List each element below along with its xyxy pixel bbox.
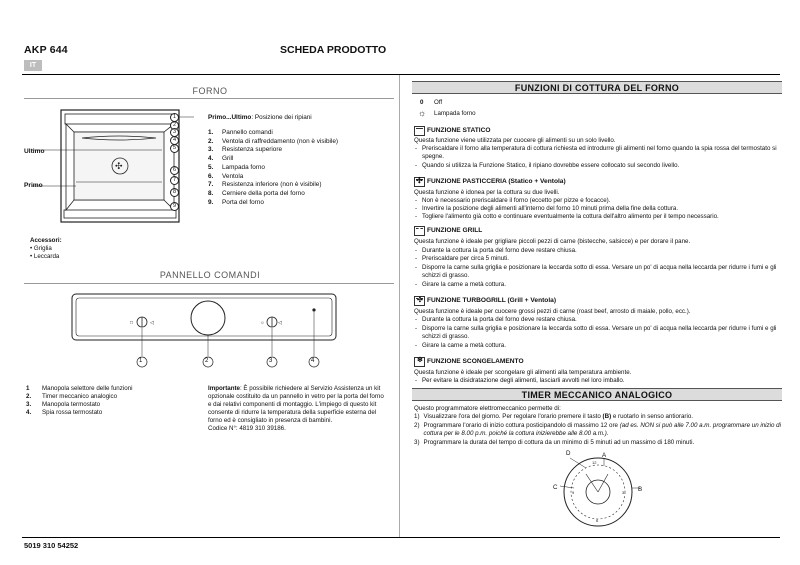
- part-number: 6.: [208, 172, 214, 180]
- important-bold: Importante: [208, 385, 240, 392]
- svg-text:3: 3: [622, 490, 625, 495]
- timer-item-key: (B): [602, 413, 612, 420]
- part-text: Porta del forno: [222, 198, 264, 206]
- timer-item-example: (ad es. NON si può alle 7.00 a.m. programmare un inizio di cottura per le 8.00 p.m. poiché la cottura inizierebbe alle 8.00 a.m.).: [423, 421, 781, 437]
- turbogrill-desc: Questa funzione è ideale per cuocere grossi pezzi di carne (roast beef, arrosto di maiale, pollo, ecc.).: [414, 308, 691, 315]
- pasticceria-heading: [414, 177, 566, 187]
- part-number: 4.: [208, 155, 214, 163]
- control-number: 4.: [26, 408, 32, 416]
- svg-text:□: □: [130, 320, 134, 326]
- part-item: [208, 190, 338, 199]
- lamp-label: Lampada forno: [434, 110, 476, 117]
- statico-bullet: - Preriscaldare il forno alla temperatura di cottura richiesta ed introdurre gli alimenti nel forno quando la spia rossa del termostato si spegne.: [414, 145, 784, 161]
- timer-item-number: 2): [414, 421, 420, 429]
- control-text: Timer meccanico analogico: [42, 392, 118, 400]
- svg-text:9: 9: [572, 490, 575, 495]
- part-number: 8.: [208, 189, 214, 197]
- accessorio-item: [30, 245, 59, 253]
- grill-title: FUNZIONE GRILL: [427, 226, 483, 234]
- footer-code: 5019 310 54252: [24, 541, 79, 550]
- part-item: [208, 129, 338, 138]
- part-text: Ventola: [222, 172, 244, 180]
- timer-item-text: [424, 439, 695, 447]
- part-text: Grill: [222, 155, 234, 163]
- funzioni-band: FUNZIONI DI COTTURA DEL FORNO: [412, 81, 782, 94]
- part-text: Resistenza inferiore (non è visibile): [222, 181, 322, 189]
- part-number: 2.: [208, 137, 214, 145]
- timer-label-d: D: [566, 450, 571, 457]
- part-item: [208, 181, 338, 190]
- oven-callout: 5: [170, 144, 179, 153]
- accessori-list: [30, 245, 59, 261]
- scongelamento-heading: [414, 357, 524, 367]
- control-item: [26, 393, 132, 401]
- part-text: Resistenza superiore: [222, 146, 283, 154]
- control-item: [26, 401, 132, 409]
- document-title: SCHEDA PRODOTTO: [280, 44, 387, 56]
- grill-icon: [414, 226, 425, 236]
- timer-item-text: [424, 413, 693, 421]
- control-number: 1: [26, 385, 30, 392]
- svg-text:6: 6: [596, 518, 599, 523]
- pasticceria-title: FUNZIONE PASTICCERIA (Statico + Ventola): [427, 177, 566, 185]
- svg-text:✣: ✣: [115, 162, 123, 172]
- part-item: [208, 173, 338, 182]
- grill-bullet: - Preriscaldare per circa 5 minuti.: [414, 255, 784, 263]
- part-item: [208, 199, 338, 208]
- accessorio-item: [30, 253, 59, 261]
- turbogrill-icon: [414, 296, 425, 306]
- oven-diagram: [24, 102, 196, 230]
- grill-heading: [414, 226, 482, 236]
- oven-callout: 8: [170, 188, 179, 197]
- scongelamento-desc: Questa funzione è ideale per scongelare gli alimenti alla temperatura ambiente.: [414, 369, 632, 376]
- oven-callout: 4: [170, 136, 179, 145]
- off-symbol: 0: [420, 99, 424, 106]
- part-text: Cerniere della porta del forno: [222, 189, 305, 197]
- timer-item-rest: e ruotarlo in senso antiorario.: [611, 413, 693, 420]
- part-item: [208, 164, 338, 173]
- footer-rule: [22, 537, 780, 538]
- oven-callout: 9: [170, 202, 179, 211]
- part-item: [208, 146, 338, 155]
- turbogrill-heading: [414, 296, 556, 306]
- oven-callout: 6: [170, 166, 179, 175]
- svg-text:◁: ◁: [278, 320, 282, 326]
- part-number: 1.: [208, 129, 214, 136]
- positions-label: [208, 114, 312, 122]
- part-text: Ventola di raffreddamento (non è visibile): [222, 137, 339, 145]
- part-number: 3.: [208, 146, 214, 154]
- grill-desc: Questa funzione è ideale per grigliare piccoli pezzi di carne (bistecche, salsicce) e per dorare il pane.: [414, 238, 691, 245]
- timer-item-number: 3): [414, 438, 420, 446]
- scongelamento-title: FUNZIONE SCONGELAMENTO: [427, 357, 524, 365]
- part-text: Pannello comandi: [222, 129, 273, 136]
- timer-label-b: B: [638, 486, 643, 493]
- timer-item: [414, 439, 784, 447]
- timer-diagram: [556, 452, 646, 532]
- part-number: 5.: [208, 163, 214, 171]
- part-number: 7.: [208, 181, 214, 189]
- control-text: Manopola termostato: [42, 400, 101, 408]
- statico-icon: [414, 126, 425, 136]
- control-text: Manopola selettore delle funzioni: [42, 385, 133, 392]
- language-badge: IT: [24, 60, 42, 71]
- statico-title: FUNZIONE STATICO: [427, 126, 491, 134]
- positions-label-bold: Primo...Ultimo: [208, 114, 252, 121]
- part-number: 9.: [208, 198, 214, 206]
- panel-callout-2: 2: [205, 358, 209, 364]
- important-note: [208, 385, 384, 433]
- statico-heading: [414, 126, 491, 136]
- panel-callout-3: 3: [269, 358, 273, 364]
- turbogrill-bullet: - Girare la carne a metà cottura.: [414, 342, 784, 350]
- timer-item-main: Visualizzare l'ora del giorno. Per regolare l'orario premere il tasto: [423, 413, 603, 420]
- part-item: [208, 138, 338, 147]
- grill-bullet: - Girare la carne a metà cottura.: [414, 281, 784, 289]
- codice-text: Codice N°: 4819 310 39186.: [208, 424, 286, 432]
- timer-item-main: Programmare la durata del tempo di cottura da un minimo di 5 minuti ad un massimo di 180 minuti.: [423, 438, 695, 446]
- oven-callout: 1: [170, 113, 179, 122]
- pasticceria-desc: Questa funzione è idonea per la cottura su due livelli.: [414, 189, 560, 196]
- important-text: : È possibile richiedere al Servizio Assistenza un kit opzionale costituito da un pannello in vetro per la porta del forno e dai relativi componenti di montaggio. L'impiego di questo kit consente di ridurre la temperatura della superficie esterna del forno ed è consigliato in presenza di bambini.: [208, 385, 384, 424]
- control-number: 3.: [26, 400, 32, 408]
- timer-band: TIMER MECCANICO ANALOGICO: [412, 388, 782, 401]
- panel-callout-1: 1: [139, 358, 143, 364]
- oven-callout: 7: [170, 176, 179, 185]
- lamp-icon: ☼: [418, 108, 427, 118]
- forno-section-title: FORNO: [192, 86, 228, 96]
- part-item: [208, 155, 338, 164]
- timer-item-number: 1): [414, 413, 420, 420]
- statico-desc: Questa funzione viene utilizzata per cuocere gli alimenti su un solo livello.: [414, 137, 616, 144]
- off-label: Off: [434, 99, 443, 106]
- pasticceria-icon: [414, 177, 425, 187]
- accessorio-text: Griglia: [33, 245, 52, 252]
- oven-callout: 3: [170, 128, 179, 137]
- pasticceria-bullet: - Togliere l'alimento già cotto e continuare eventualmente la cottura dell'altro alimento per il tempo necessario.: [414, 213, 784, 221]
- timer-item-text: [424, 422, 784, 438]
- timer-label-c: C: [553, 484, 558, 491]
- timer-item: [414, 422, 784, 438]
- ultimo-label: Ultimo: [24, 148, 45, 155]
- pasticceria-bullet: - Invertire la posizione degli alimenti all'interno del forno 10 minuti prima della fine della cottura.: [414, 205, 784, 213]
- positions-label-rest: : Posizione dei ripiani: [251, 114, 312, 121]
- scongelamento-icon: [414, 357, 425, 367]
- timer-item: [414, 413, 784, 421]
- svg-text:☼: ☼: [260, 320, 265, 326]
- bullet-dot: •: [30, 252, 34, 260]
- forno-rule: [24, 98, 394, 99]
- column-divider: [399, 75, 400, 537]
- turbogrill-bullet: - Disporre la carne sulla griglia e posizionare la leccarda sotto di essa. Versare un po' di acqua nella leccarda per ridurre i fumi e gli schizzi di grasso.: [414, 325, 784, 341]
- timer-label-a: A: [602, 452, 607, 459]
- control-item: [26, 409, 132, 417]
- control-text: Spia rossa termostato: [42, 408, 103, 416]
- bullet-dot: •: [30, 245, 34, 252]
- oven-callout: 2: [170, 121, 179, 130]
- pasticceria-bullet: - Non è necessario preriscaldare il forno (eccetto per pizze e focacce).: [414, 197, 784, 205]
- accessori-title: Accessori:: [30, 237, 62, 244]
- grill-bullet: - Disporre la carne sulla griglia e posizionare la leccarda sotto di essa. Versare un po' di acqua nella leccarda per ridurre i fumi e gli schizzi di grasso.: [414, 264, 784, 280]
- timer-item-main: Programmare l'orario di inizio cottura posticipandolo di massimo 12 ore: [423, 421, 620, 429]
- control-number: 2.: [26, 392, 32, 400]
- statico-bullet: - Quando si utilizza la Funzione Statico, il ripiano dovrebbe essere collocato sul secondo livello.: [414, 162, 784, 170]
- pannello-section-title: PANNELLO COMANDI: [159, 270, 261, 280]
- control-item: [26, 385, 132, 393]
- pannello-rule: [24, 283, 394, 284]
- panel-callout-4: 4: [311, 358, 315, 364]
- timer-list: [414, 413, 784, 448]
- parts-list: [208, 129, 338, 207]
- scongelamento-bullet: - Per evitare la disidratazione degli alimenti, lasciarli avvolti nel loro imballo.: [414, 377, 784, 385]
- primo-label: Primo: [24, 182, 43, 189]
- header-rule: [22, 74, 780, 75]
- part-text: Lampada forno: [222, 163, 265, 171]
- timer-intro: Questo programmatore elettromeccanico permette di:: [414, 405, 561, 412]
- turbogrill-title: FUNZIONE TURBOGRILL (Grill + Ventola): [427, 296, 557, 304]
- svg-text:◁: ◁: [150, 320, 154, 326]
- turbogrill-bullet: - Durante la cottura la porta del forno deve restare chiusa.: [414, 316, 784, 324]
- svg-text:12: 12: [592, 460, 597, 465]
- grill-bullet: - Durante la cottura la porta del forno deve restare chiusa.: [414, 247, 784, 255]
- controls-list: [26, 385, 132, 417]
- model-name: AKP 644: [24, 44, 68, 56]
- accessorio-text: Leccarda: [33, 252, 60, 260]
